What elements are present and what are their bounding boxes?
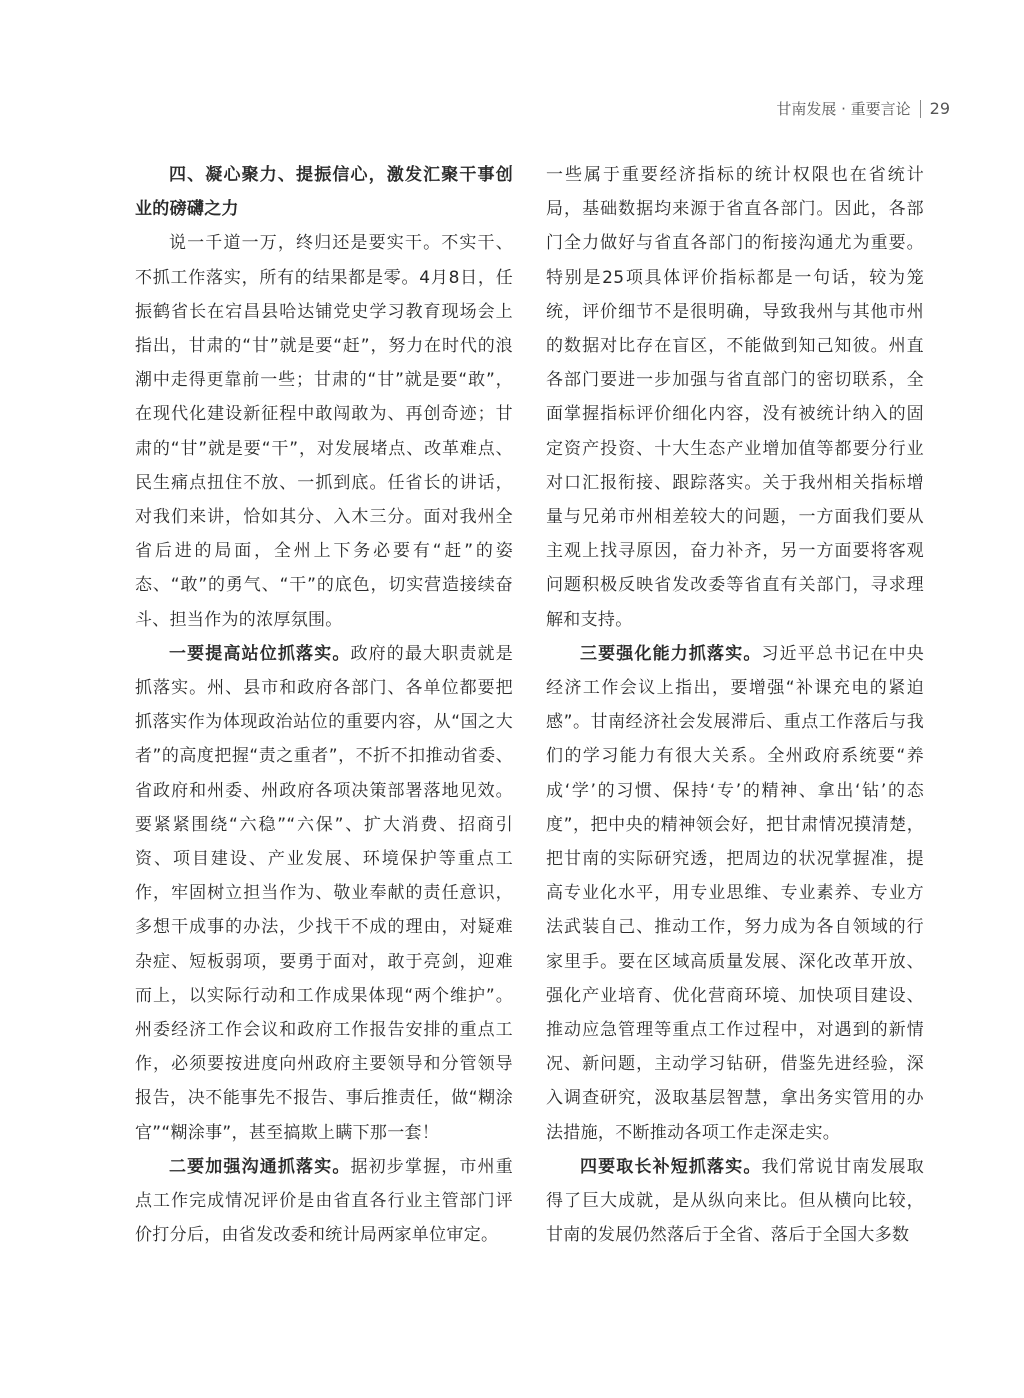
- page-number: 29: [929, 99, 950, 118]
- paragraph-lead: 一要提高站位抓落实。: [169, 643, 351, 664]
- paragraph: [546, 637, 924, 1150]
- paragraph-body: 政府的最大职责就是抓落实。州、县市和政府各部门、各单位都要把抓落实作为体现政治站位的重要内容，从“国之大者”的高度把握“责之重者”，不折不扣推动省委、省政府和州委、州政府各项决策部署落地见效。要紧紧围绕“六稳”“六保”、扩大消费、招商引资、项目建设、产业发展、环境保护等重点工作，牢固树立担当作为、敬业奉献的责任意识，多想干成事的办法，少找干不成的理由，对疑难杂症、短板弱项，要勇于面对，敢于亮剑，迎难而上，以实际行动和工作成果体现“两个维护”。州委经济工作会议和政府工作报告安排的重点工作，必须要按进度向州政府主要领导和分管领导报告，决不能事先不报告、事后推责任，做“糊涂官”“糊涂事”，甚至搞欺上瞒下那一套！: [135, 643, 513, 1143]
- paragraph-body: 习近平总书记在中央经济工作会议上指出，要增强“补课充电的紧迫感”。甘南经济社会发展滞后、重点工作落后与我们的学习能力有很大关系。全州政府系统要“养成‘学’的习惯、保持‘专’的精神、拿出‘钻’的态度”，把中央的精神领会好，把甘肃情况摸清楚，把甘南的实际研究透，把周边的状况掌握准，提高专业化水平，用专业思维、专业素养、专业方法武装自己、推动工作，努力成为各自领域的行家里手。要在区域高质量发展、深化改革开放、强化产业培育、优化营商环境、加快项目建设、推动应急管理等重点工作过程中，对遇到的新情况、新问题，主动学习钻研，借鉴先进经验，深入调查研究，汲取基层智慧，拿出务实管用的办法措施，不断推动各项工作走深走实。: [546, 643, 924, 1143]
- page-header: [776, 98, 950, 119]
- paragraph-lead: 三要强化能力抓落实。: [580, 643, 762, 664]
- paragraph-lead: 二要加强沟通抓落实。: [169, 1156, 351, 1177]
- paragraph-body: 据初步掌握，市州重点工作完成情况评价是由省直各行业主管部门评价打分后，由省发改委和统计局两家单位审定。: [135, 1156, 513, 1246]
- paragraph-lead: 四要取长补短抓落实。: [580, 1156, 762, 1177]
- section-title: 甘南发展 · 重要言论: [776, 100, 911, 118]
- paragraph: [135, 637, 513, 1150]
- paragraph: 说一千道一万，终归还是要实干。不实干、不抓工作落实，所有的结果都是零。4月8日，任振鹤省长在宕昌县哈达铺党史学习教育现场会上指出，甘肃的“甘”就是要“赶”，努力在时代的浪潮中走得更靠前一些；甘肃的“甘”就是要“敢”，在现代化建设新征程中敢闯敢为、再创奇迹；甘肃的“甘”就是要“干”，对发展堵点、改革难点、民生痛点扭住不放、一抓到底。任省长的讲话，对我们来讲，恰如其分、入木三分。面对我州全省后进的局面，全州上下务必要有“赶”的姿态、“敢”的勇气、“干”的底色，切实营造接续奋斗、担当作为的浓厚氛围。: [135, 233, 513, 630]
- paragraph: [135, 1150, 513, 1253]
- header-divider: [920, 100, 921, 118]
- paragraph: 一些属于重要经济指标的统计权限也在省统计局，基础数据均来源于省直各部门。因此，各部门全力做好与省直各部门的衔接沟通尤为重要。特别是25项具体评价指标都是一句话，较为笼统，评价细节不是很明确，导致我州与其他市州的数据对比存在盲区，不能做到知己知彼。州直各部门要进一步加强与省直部门的密切联系，全面掌握指标评价细化内容，没有被统计纳入的固定资产投资、十大生态产业增加值等都要分行业对口汇报衔接、跟踪落实。关于我州相关指标增量与兄弟市州相差较大的问题，一方面我们要从主观上找寻原因，奋力补齐，另一方面要将客观问题积极反映省发改委等省直有关部门，寻求理解和支持。: [546, 165, 924, 630]
- right-column: [546, 158, 924, 1253]
- paragraph: [546, 1150, 924, 1253]
- left-column: [135, 158, 513, 1253]
- paragraph-body: 我们常说甘南发展取得了巨大成就，是从纵向来比。但从横向比较，甘南的发展仍然落后于全省、落后于全国大多数: [546, 1156, 924, 1246]
- section-heading: 四、凝心聚力、提振信心，激发汇聚干事创业的磅礴之力: [135, 165, 513, 220]
